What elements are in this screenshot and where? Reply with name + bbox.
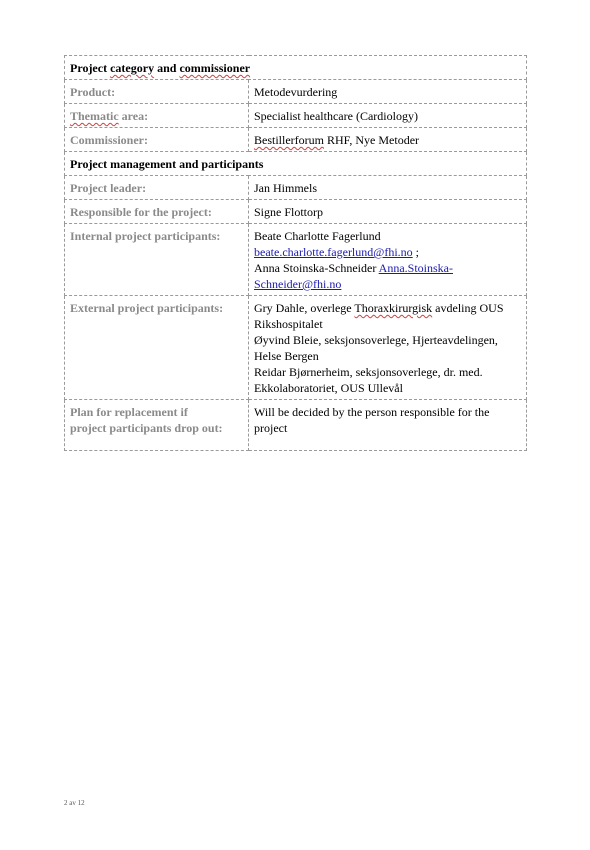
internal-participants-label: Internal project participants:	[65, 224, 249, 296]
email-link-continued[interactable]: Schneider@fhi.no	[254, 277, 342, 291]
responsible-value: Signe Flottorp	[249, 200, 527, 224]
table-row	[65, 176, 527, 200]
email-link[interactable]: beate.charlotte.fagerlund@fhi.no	[254, 245, 413, 259]
thematic-area-label: Thematic area:	[65, 104, 249, 128]
responsible-label: Responsible for the project:	[65, 200, 249, 224]
commissioner-value: Bestillerforum RHF, Nye Metoder	[249, 128, 527, 152]
external-participants-value: Gry Dahle, overlege Thoraxkirurgisk avdeling OUS Rikshospitalet Øyvind Bleie, seksjonsoverlege, Hjerteavdelingen, Helse Bergen Reidar Bjørnerheim, seksjonsoverlege, dr. med. Ekkolaboratoriet, OUS Ullevål	[249, 296, 527, 400]
product-value: Metodevurdering	[249, 80, 527, 104]
replacement-plan-value: Will be decided by the person responsible for the project	[249, 400, 527, 451]
external-participants-label: External project participants:	[65, 296, 249, 400]
section-header-row	[65, 56, 527, 80]
replacement-plan-label: Plan for replacement if project participants drop out:	[65, 400, 249, 451]
commissioner-label: Commissioner:	[65, 128, 249, 152]
table-row	[65, 104, 527, 128]
product-label: Product:	[65, 80, 249, 104]
project-info-table	[64, 55, 527, 451]
internal-participants-value: Beate Charlotte Fagerlund beate.charlotte.fagerlund@fhi.no ; Anna Stoinska-Schneider Anna.Stoinska- Schneider@fhi.no	[249, 224, 527, 296]
section-header-row	[65, 152, 527, 176]
project-leader-value: Jan Himmels	[249, 176, 527, 200]
table-row	[65, 224, 527, 296]
table-row	[65, 400, 527, 451]
thematic-area-value: Specialist healthcare (Cardiology)	[249, 104, 527, 128]
section-title-category: Project category and commissioner	[65, 56, 527, 80]
project-leader-label: Project leader:	[65, 176, 249, 200]
table-row	[65, 296, 527, 400]
table-row	[65, 80, 527, 104]
table-row	[65, 128, 527, 152]
table-row	[65, 200, 527, 224]
email-link[interactable]: Anna.Stoinska-	[378, 261, 453, 275]
section-title-management: Project management and participants	[65, 152, 527, 176]
page-number: 2 av 12	[64, 799, 85, 807]
participant-name: Anna Stoinska-Schneider	[254, 261, 379, 275]
participant-name: Beate Charlotte Fagerlund	[254, 229, 381, 243]
